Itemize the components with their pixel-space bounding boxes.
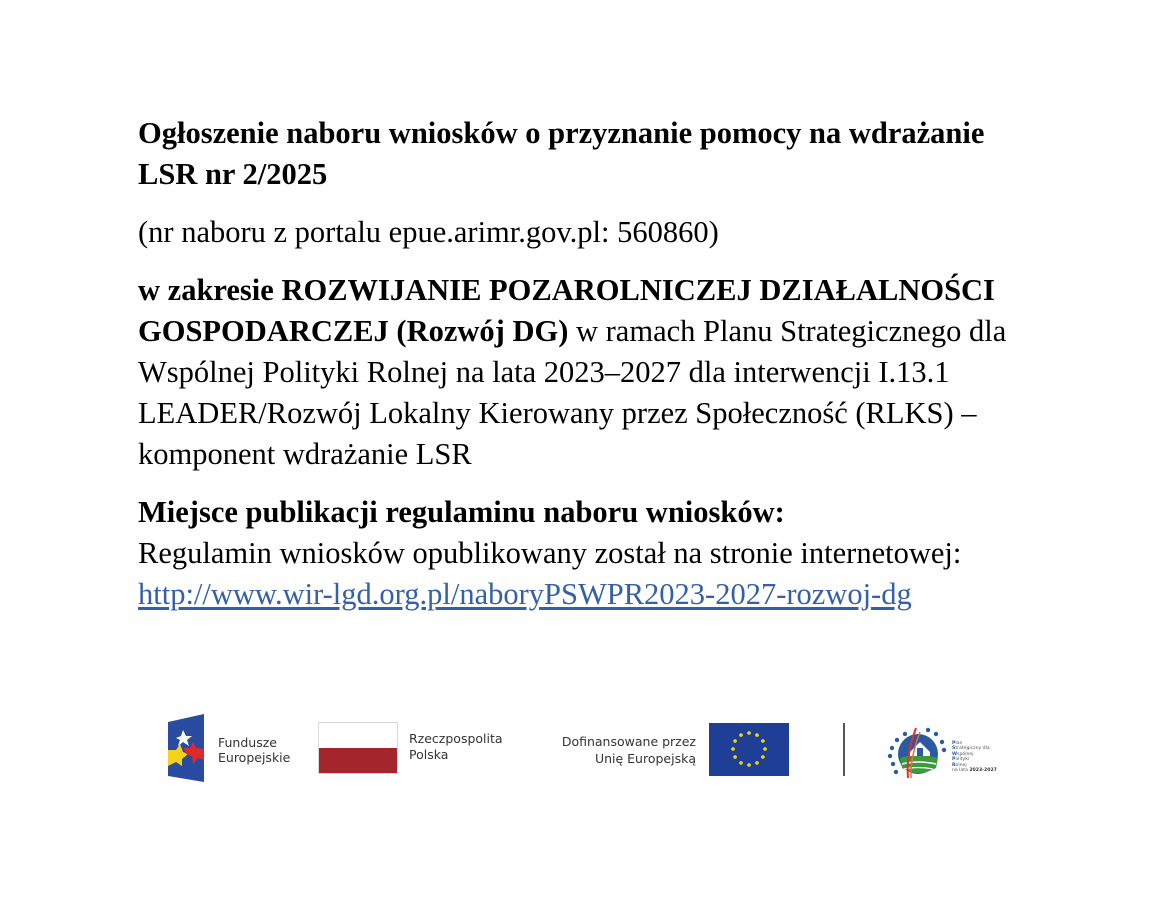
scope-prefix: w zakresie: [138, 273, 282, 307]
publication-paragraph: [138, 492, 1038, 615]
scope-highlight: ROZWIJANIE POZAROLNICZEJ DZIAŁALNOŚCI GOSPODARCZEJ (Rozwój DG): [138, 273, 995, 348]
pswpr-text: [952, 741, 997, 773]
logo-divider: [843, 723, 845, 776]
eu-line1: Dofinansowane przez: [561, 734, 696, 749]
pswpr-line: Strategiczny dla: [952, 746, 990, 752]
pl-line1: Rzeczpospolita: [409, 731, 503, 746]
eu-stars-icon: [709, 723, 789, 776]
pswpr-years: na lata 2023-2027: [952, 768, 997, 774]
scope-paragraph: [138, 270, 1038, 475]
eu-cofinanced-text: [546, 733, 696, 767]
pswpr-line: Rolnej: [952, 762, 967, 768]
flag-white-stripe: [319, 723, 397, 748]
eu-flag-icon: [709, 723, 789, 776]
fundusze-europejskie-text: [218, 735, 290, 765]
pswpr-line: Plan: [952, 741, 963, 746]
fundusze-europejskie-logo-icon: [168, 714, 206, 782]
publication-heading: Miejsce publikacji regulaminu naboru wniosków:: [138, 495, 785, 529]
regulations-link[interactable]: http://www.wir-lgd.org.pl/naboryPSWPR2023-2027-rozwoj-dg: [138, 577, 912, 611]
flag-red-stripe: [319, 748, 397, 773]
pswpr-line: Polityki: [952, 757, 970, 763]
announcement-title: Ogłoszenie naboru wniosków o przyznanie pomocy na wdrażanie LSR nr 2/2025: [138, 116, 985, 191]
scope-rest: w ramach Planu Strategicznego dla Wspólnej Polityki Rolnej na lata 2023–2027 dla interwencji I.13.1 LEADER/Rozwój Lokalny Kierowany przez Społeczność (RLKS) – komponent wdrażanie LSR: [138, 314, 1007, 471]
fe-line2: Europejskie: [218, 750, 291, 765]
pswpr-line: Wspólnej: [952, 751, 974, 757]
pl-line2: Polska: [409, 747, 449, 762]
fe-line1: Fundusze: [218, 735, 277, 750]
portal-note: (nr naboru z portalu epue.arimr.gov.pl: 560860): [138, 215, 719, 249]
polish-flag-icon: [318, 722, 398, 774]
rzeczpospolita-polska-text: [409, 731, 503, 763]
announcement-document: [138, 113, 1038, 632]
eu-line2: Unię Europejską: [594, 751, 696, 766]
publication-text: Regulamin wniosków opublikowany został na stronie internetowej:: [138, 536, 962, 570]
pswpr-logo-icon: [886, 724, 948, 780]
